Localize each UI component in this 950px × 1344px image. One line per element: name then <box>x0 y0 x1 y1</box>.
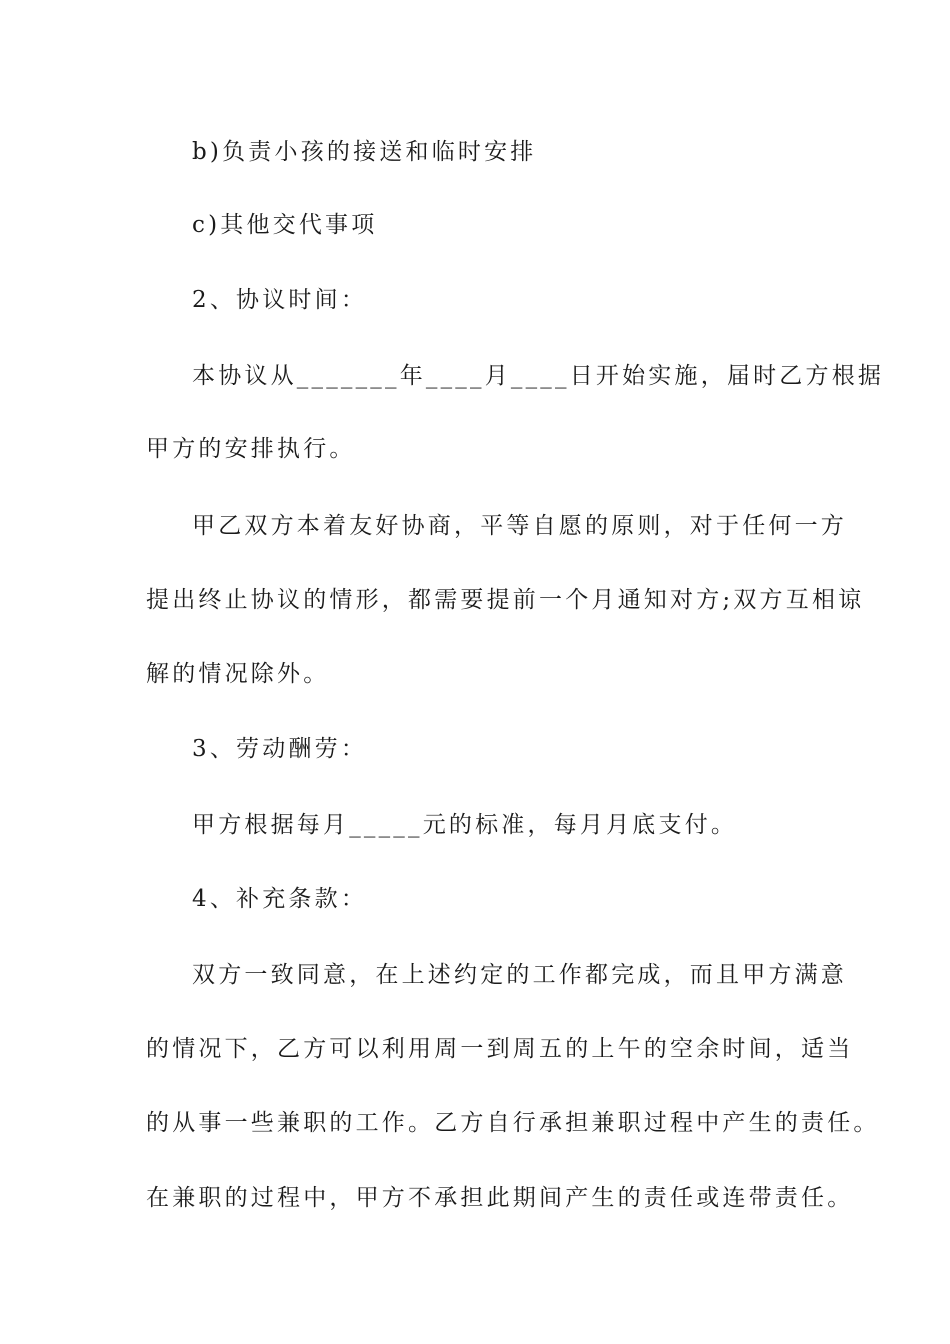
paragraph-line: 提出终止协议的情形，都需要提前一个月通知对方;双方互相谅 <box>146 587 865 613</box>
paragraph-line: 解的情况除外。 <box>146 661 330 687</box>
paragraph-line: 双方一致同意，在上述约定的工作都完成，而且甲方满意 <box>192 962 847 988</box>
paragraph-line: 的情况下，乙方可以利用周一到周五的上午的空余时间，适当 <box>146 1036 854 1062</box>
section-heading-agreement-period: 2、协议时间： <box>192 287 368 313</box>
paragraph-line: 甲方的安排执行。 <box>146 436 356 462</box>
section-heading-remuneration: 3、劳动酬劳： <box>192 736 368 762</box>
section-heading-supplementary-terms: 4、补充条款： <box>192 886 368 912</box>
paragraph-line: 本协议从_______年____月____日开始实施，届时乙方根据 <box>192 363 885 389</box>
paragraph-line: 的从事一些兼职的工作。乙方自行承担兼职过程中产生的责任。 <box>146 1110 880 1136</box>
paragraph-line: 甲方根据每月_____元的标准，每月月底支付。 <box>192 812 738 838</box>
paragraph-line: 在兼职的过程中，甲方不承担此期间产生的责任或连带责任。 <box>146 1185 854 1211</box>
clause-item-b: b)负责小孩的接送和临时安排 <box>192 139 537 165</box>
clause-item-c: c)其他交代事项 <box>192 212 378 238</box>
paragraph-line: 甲乙双方本着友好协商，平等自愿的原则，对于任何一方 <box>192 513 847 539</box>
